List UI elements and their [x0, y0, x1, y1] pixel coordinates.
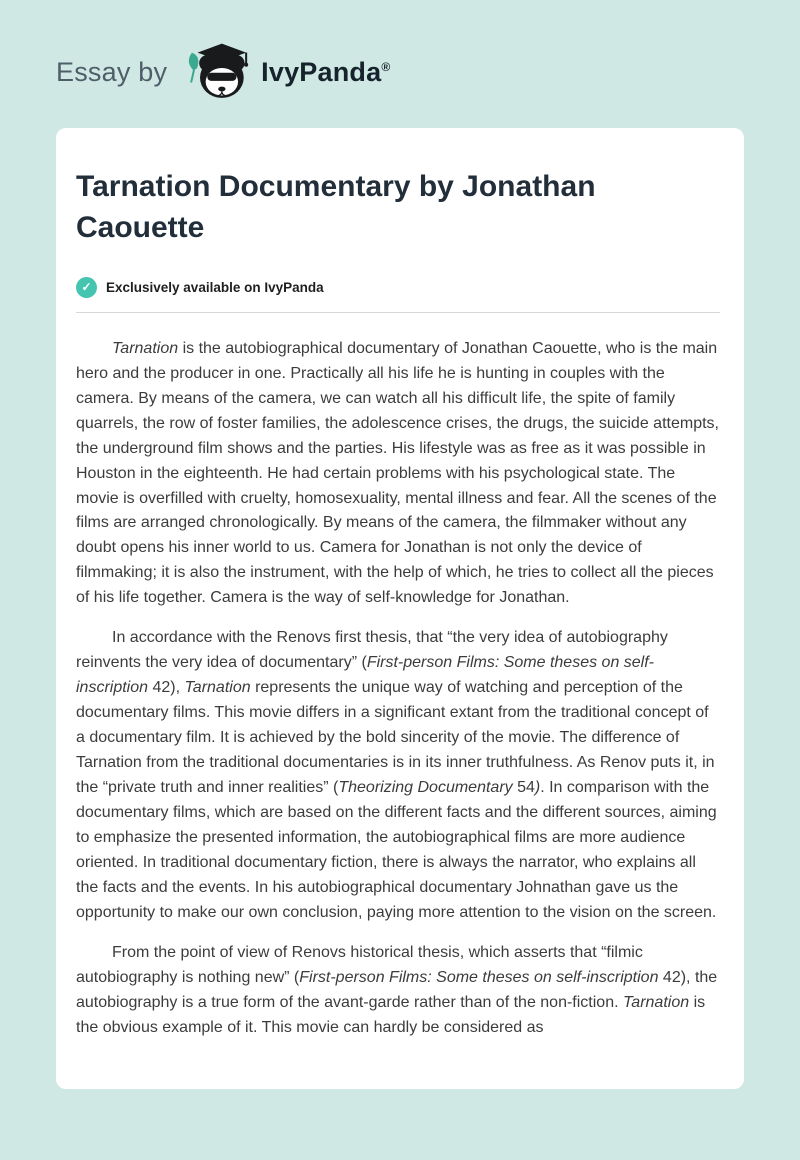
checkmark-icon: ✓: [76, 277, 97, 298]
site-header: [0, 0, 800, 128]
essay-paragraph: In accordance with the Renovs first thesis, that “the very idea of autobiography reinvents the very idea of documentary” (First-person Films: Some theses on self-inscription 42), Tarnation represents the unique way of watching and perception of the documentary films. This movie differs in a significant extant from the traditional concept of a documentary film. It is achieved by the bold sincerity of the movie. The difference of Tarnation from the traditional documentaries is in its inner truthfulness. As Renov puts it, in the “private truth and inner realities” (Theorizing Documentary 54). In comparison with the documentary films, which are based on the different facts and the different sources, aiming to emphasize the presented information, the autobiographical films are more audience oriented. In traditional documentary fiction, there is always the narrator, who explains all the facts and the events. In his autobiographical documentary Johnathan gave us the opportunity to make our own conclusion, paying more attention to the vision on the screen.: [76, 629, 717, 921]
essay-card: [56, 128, 744, 1089]
essay-paragraph: From the point of view of Renovs historical thesis, which asserts that “filmic autobiography is nothing new” (First-person Films: Some theses on self-inscription 42), the autobiography is a true form of the avant-garde rather than of the non-fiction. Tarnation is the obvious example of it. This movie can hardly be considered as: [76, 943, 718, 1036]
availability-badge: [76, 277, 720, 298]
availability-label: Exclusively available on IvyPanda: [106, 279, 324, 295]
leaf-shape: [189, 53, 199, 70]
panda-logo-icon: [183, 42, 251, 102]
essay-body: [76, 337, 720, 1041]
brand-name: IvyPanda®: [261, 56, 391, 87]
divider: [76, 312, 720, 313]
essay-by-label: Essay by: [56, 56, 168, 87]
essay-paragraph: Tarnation is the autobiographical documentary of Jonathan Caouette, who is the main hero and the producer in one. Practically all his life he is hunting in couples with the camera. By means of the camera, we can watch all his difficult life, the spite of family quarrels, the row of foster families, the adolescence crises, the drugs, the suicide attempts, the underground film shows and the parties. His lifestyle was as free as it was possible in Houston in the eighteenth. He had certain problems with his psychological state. The movie is overfilled with cruelty, homosexuality, mental illness and fear. All the scenes of the films are arranged chronologically. By means of the camera, the filmmaker without any doubt opens his inner world to us. Camera for Jonathan is not only the device of filmmaking; it is also the instrument, with the help of which, he tries to collect all the pieces of his life together. Camera is the way of self-knowledge for Jonathan.: [76, 339, 719, 607]
ivypanda-logo[interactable]: [183, 42, 390, 102]
registered-mark: ®: [381, 59, 391, 74]
page-title: Tarnation Documentary by Jonathan Caouette: [76, 170, 596, 245]
